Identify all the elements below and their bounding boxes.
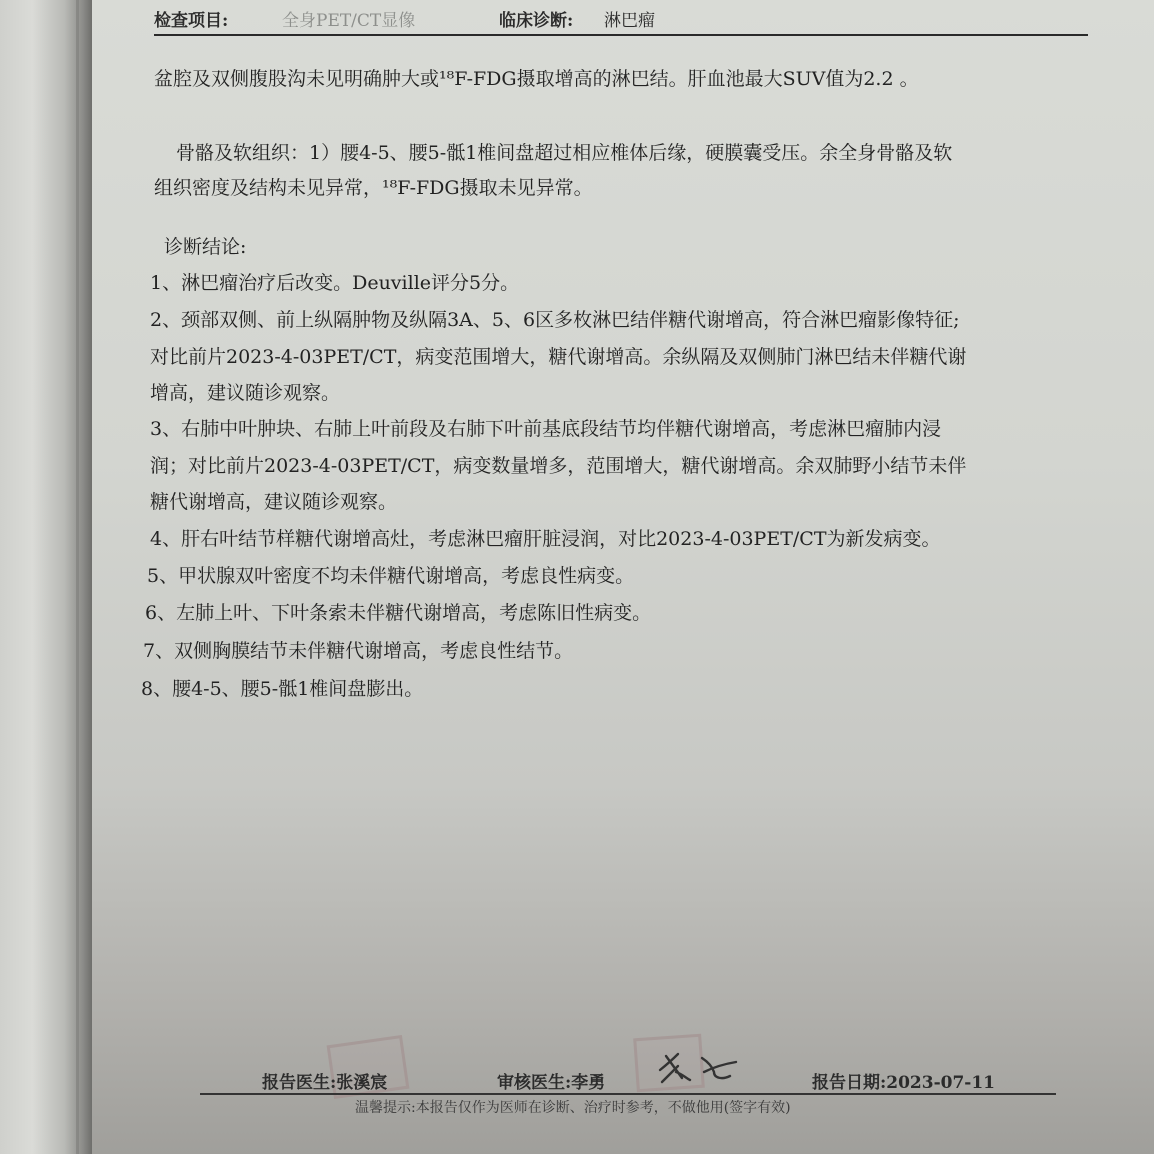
finding-lymph-nodes: 盆腔及双侧腹股沟未见明确肿大或¹⁸F-FDG摄取增高的淋巴结。肝血池最大SUV值为2.2 。	[154, 68, 919, 90]
footer-note: 温馨提示:本报告仅作为医师在诊断、治疗时参考，不做他用(签字有效)	[355, 1100, 791, 1116]
conclusion-line: 6、左肺上叶、下叶条索未伴糖代谢增高，考虑陈旧性病变。	[145, 602, 652, 624]
conclusion-line: 2、颈部双侧、前上纵隔肿物及纵隔3A、5、6区多枚淋巴结伴糖代谢增高，符合淋巴瘤影像特征;	[150, 309, 960, 331]
footer-divider	[200, 1093, 1056, 1095]
review-doctor: 审核医生:李勇	[497, 1073, 606, 1093]
report-doctor: 报告医生:张溪宸	[262, 1073, 388, 1093]
conclusion-line: 7、双侧胸膜结节未伴糖代谢增高，考虑良性结节。	[143, 640, 574, 662]
conclusion-line: 润；对比前片2023-4-03PET/CT，病变数量增多，范围增大，糖代谢增高。余双肺野小结节未伴	[150, 455, 967, 477]
report-date: 报告日期:2023-07-11	[812, 1073, 996, 1093]
clinical-diagnosis-label: 临床诊断:	[499, 11, 574, 31]
conclusion-line: 对比前片2023-4-03PET/CT，病变范围增大，糖代谢增高。余纵隔及双侧肺门淋巴结未伴糖代谢	[150, 346, 967, 368]
binder-fold-line	[76, 0, 79, 1154]
handwritten-signature	[652, 1048, 742, 1088]
conclusion-line: 4、肝右叶结节样糖代谢增高灶，考虑淋巴瘤肝脏浸润，对比2023-4-03PET/CT为新发病变。	[150, 528, 941, 550]
conclusion-line: 3、右肺中叶肿块、右肺上叶前段及右肺下叶前基底段结节均伴糖代谢增高，考虑淋巴瘤肺内浸	[150, 418, 942, 440]
conclusion-line: 8、腰4-5、腰5-骶1椎间盘膨出。	[141, 678, 424, 700]
conclusion-line: 5、甲状腺双叶密度不均未伴糖代谢增高，考虑良性病变。	[147, 565, 635, 587]
finding-bone-line-1: 骨骼及软组织：1）腰4-5、腰5-骶1椎间盘超过相应椎体后缘，硬膜囊受压。余全身骨骼及软	[176, 142, 953, 164]
conclusion-line: 糖代谢增高，建议随诊观察。	[150, 491, 398, 513]
clinical-diagnosis-value: 淋巴瘤	[604, 11, 655, 31]
conclusion-line: 增高，建议随诊观察。	[150, 382, 341, 404]
finding-bone-line-2: 组织密度及结构未见异常，¹⁸F-FDG摄取未见异常。	[154, 177, 593, 199]
conclusion-title: 诊断结论:	[164, 236, 247, 258]
report-page	[92, 0, 1154, 1154]
exam-item-value: 全身PET/CT显像	[282, 11, 416, 31]
conclusion-line: 1、淋巴瘤治疗后改变。Deuville评分5分。	[150, 272, 520, 294]
exam-item-label: 检查项目:	[154, 11, 229, 31]
report-header	[154, 0, 1088, 36]
